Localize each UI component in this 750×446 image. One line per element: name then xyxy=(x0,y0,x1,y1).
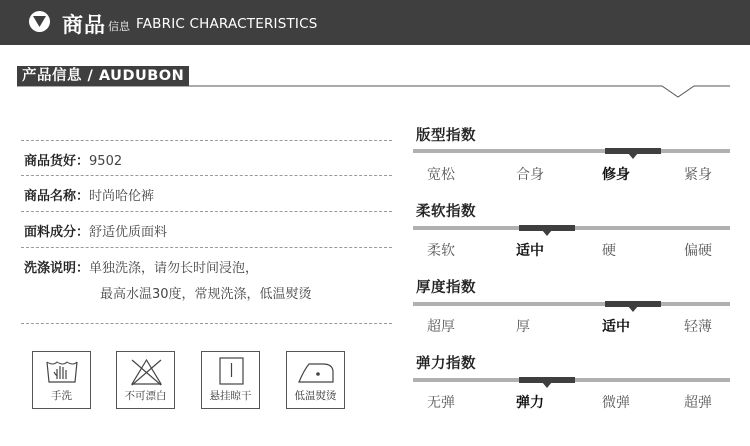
index-bar xyxy=(413,149,730,153)
index-option: 柔软 xyxy=(427,243,455,259)
index-option: 超厚 xyxy=(427,319,455,335)
index-option: 弹力 xyxy=(516,395,544,411)
care-label: 手洗 xyxy=(51,390,72,402)
care-low-iron xyxy=(286,351,345,409)
index-option: 厚 xyxy=(516,319,530,335)
divider xyxy=(21,175,392,176)
no-bleach-icon xyxy=(117,352,176,392)
index-option: 硬 xyxy=(602,243,616,259)
marker-triangle-icon xyxy=(542,382,552,388)
divider xyxy=(21,323,392,324)
info-item-number: 商品货好：9502 xyxy=(24,154,123,169)
index-title: 弹力指数 xyxy=(416,356,476,372)
index-option: 适中 xyxy=(602,319,630,335)
index-marker xyxy=(605,301,661,307)
index-bar xyxy=(413,378,730,382)
index-marker xyxy=(605,148,661,154)
marker-triangle-icon xyxy=(628,153,638,159)
index-option: 修身 xyxy=(602,167,630,183)
index-option: 紧身 xyxy=(684,167,712,183)
marker-triangle-icon xyxy=(628,306,638,312)
header-title: 商品 xyxy=(62,13,106,37)
care-no-bleach xyxy=(116,351,175,409)
divider xyxy=(21,211,392,212)
index-marker xyxy=(519,225,575,231)
low-iron-icon xyxy=(287,352,346,392)
divider xyxy=(21,140,392,141)
index-option: 适中 xyxy=(516,243,544,259)
info-fabric: 面料成分：舒适优质面料 xyxy=(24,225,168,240)
index-option: 宽松 xyxy=(427,167,455,183)
index-option: 轻薄 xyxy=(684,319,712,335)
care-hand-wash xyxy=(32,351,91,409)
info-item-name: 商品名称：时尚哈伦裤 xyxy=(24,189,155,204)
hand-wash-icon xyxy=(33,352,92,392)
index-title: 柔软指数 xyxy=(416,204,476,220)
care-label: 悬挂晾干 xyxy=(209,390,252,402)
care-label: 不可漂白 xyxy=(124,390,167,402)
index-title: 厚度指数 xyxy=(416,280,476,296)
index-title: 版型指数 xyxy=(416,128,476,144)
index-marker xyxy=(519,377,575,383)
care-label: 低温熨烫 xyxy=(294,390,337,402)
header-subtitle: 信息 xyxy=(108,20,130,33)
info-wash: 洗涤说明：单独洗涤，请勿长时间浸泡， xyxy=(24,261,259,276)
divider xyxy=(21,247,392,248)
index-bar xyxy=(413,226,730,230)
index-option: 无弹 xyxy=(427,395,455,411)
marker-triangle-icon xyxy=(542,230,552,236)
care-hang-dry xyxy=(201,351,260,409)
index-option: 偏硬 xyxy=(684,243,712,259)
index-option: 合身 xyxy=(516,167,544,183)
index-option: 超弹 xyxy=(684,395,712,411)
header-english: FABRIC CHARACTERISTICS xyxy=(136,16,318,32)
section-title: 产品信息 / AUDUBON xyxy=(17,66,189,86)
info-wash-line2: 最高水温30度，常规洗涤，低温熨烫 xyxy=(100,287,312,302)
hang-dry-icon xyxy=(202,352,261,392)
index-bar xyxy=(413,302,730,306)
index-option: 微弹 xyxy=(602,395,630,411)
